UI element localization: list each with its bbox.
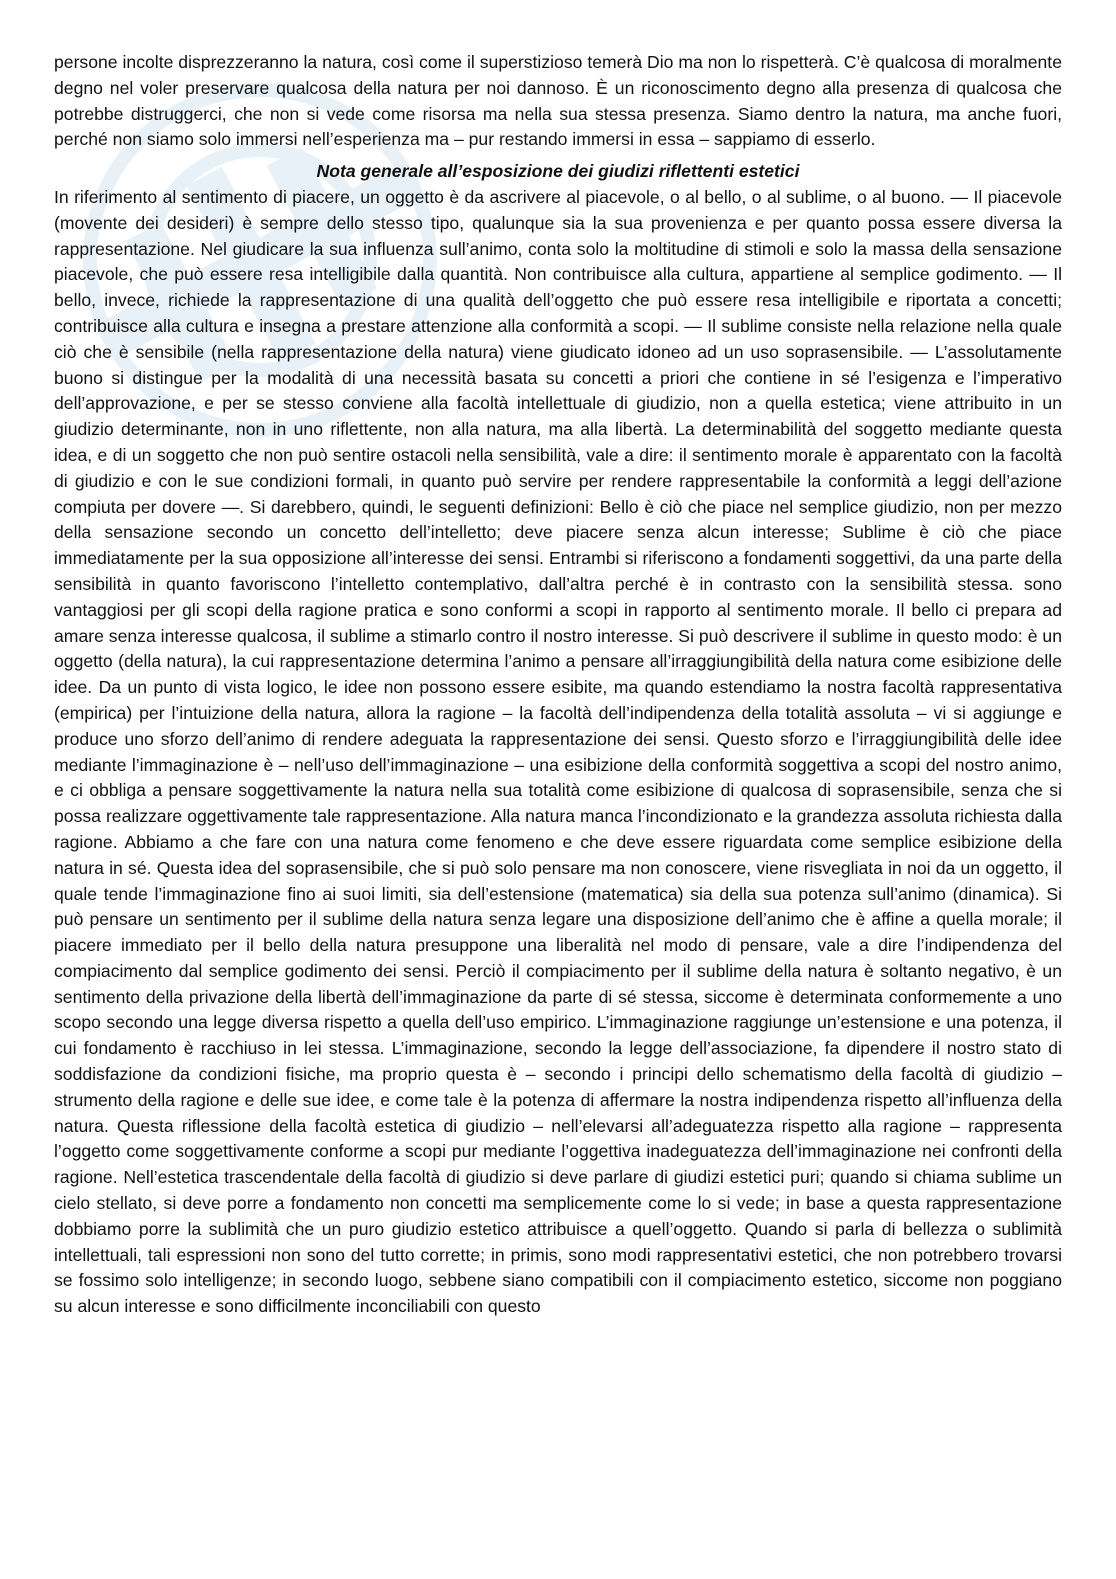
section-heading: Nota generale all’esposizione dei giudizi riflettenti estetici [316,161,800,182]
document-page [54,50,1062,1320]
intro-paragraph: persone incolte disprezzeranno la natura, così come il superstizioso temerà Dio ma non lo rispetterà. C’è qualcosa di moralmente degno nel voler preservare qualcosa della natura per noi dannoso. È un riconoscimento degno alla presenza di qualcosa che potrebbe distruggerci, che non si vede come risorsa ma nella sua stessa presenza. Siamo dentro la natura, ma anche fuori, perché non siamo solo immersi nell’esperienza ma – pur restando immersi in essa – sappiamo di esserlo. [54,52,1062,150]
body-paragraph: In riferimento al sentimento di piacere, un oggetto è da ascrivere al piacevole, o al bello, o al sublime, o al buono. — Il piacevole (movente dei desideri) è sempre dello stesso tipo, qualunque sia la sua provenienza e per quanto possa essere diversa la rappresentazione. Nel giudicare la sua influenza sull’animo, conta solo la moltitudine di stimoli e solo la massa della sensazione piacevole, che può essere resa intelligibile dalla quantità. Non contribuisce alla cultura, appartiene al semplice godimento. — Il bello, invece, richiede la rappresentazione di una qualità dell’oggetto che può essere resa intelligibile e riportata a concetti; contribuisce alla cultura e insegna a prestare attenzione alla conformità a scopi. — Il sublime consiste nella relazione nella quale ciò che è sensibile (nella rappresentazione della natura) viene giudicato idoneo ad un uso soprasensibile. — L’assolutamente buono si distingue per la modalità di una necessità basata su concetti a priori che contiene in sé l’esigenza e l’imperativo dell’approvazione, e per se stesso conviene alla facoltà intellettuale di giudizio, non a quella estetica; viene attribuito in un giudizio determinante, non in uno riflettente, non alla natura, ma alla libertà. La determinabilità del soggetto mediante questa idea, e di un soggetto che non può sentire ostacoli nella sensibilità, vale a dire: il sentimento morale è apparentato con la facoltà di giudizio e con le sue condizioni formali, in quanto può servire per rendere rappresentabile la conformità a leggi dell’azione compiuta per dovere —. Si darebbero, quindi, le seguenti definizioni: Bello è ciò che piace nel semplice giudizio, non per mezzo della sensazione secondo un concetto dell’intelletto; deve piacere senza alcun interesse; Sublime è ciò che piace immediatamente per la sua opposizione all’interesse dei sensi. Entrambi si riferiscono a fondamenti soggettivi, da una parte della sensibilità in quanto favoriscono l’intelletto contemplativo, dall’altra perché è in contrasto con la sensibilità stessa. sono vantaggiosi per gli scopi della ragione pratica e sono conformi a scopi in rapporto al sentimento morale. Il bello ci prepara ad amare senza interesse qualcosa, il sublime a stimarlo contro il nostro interesse. Si può descrivere il sublime in questo modo: è un oggetto (della natura), la cui rappresentazione determina l’animo a pensare all’irraggiungibilità della natura come esibizione delle idee. Da un punto di vista logico, le idee non possono essere esibite, ma quando estendiamo la nostra facoltà rappresentativa (empirica) per l’intuizione della natura, allora la ragione – la facoltà dell’indipendenza della totalità assoluta – vi si aggiunge e produce uno sforzo dell’animo di rendere adeguata la rappresentazione dei sensi. Questo sforzo e l’irraggiungibilità delle idee mediante l’immaginazione è – nell’uso dell’immaginazione – una esibizione della conformità soggettiva a scopi del nostro animo, e ci obbliga a pensare soggettivamente la natura nella sua totalità come esibizione di qualcosa di soprasensibile, senza che si possa realizzare oggettivamente tale rappresentazione. Alla natura manca l’incondizionato e la grandezza assoluta richiesta dalla ragione. Abbiamo a che fare con una natura come fenomeno e che deve essere riguardata come semplice esibizione della natura in sé. Questa idea del soprasensibile, che si può solo pensare ma non conoscere, viene risvegliata in noi da un oggetto, il quale tende l’immaginazione fino ai suoi limiti, sia dell’estensione (matematica) sia della sua potenza sull’animo (dinamica). Si può pensare un sentimento per il sublime della natura senza legare una disposizione dell’animo che è affine a quella morale; il piacere immediato per il bello della natura presuppone una liberalità nel modo di pensare, vale a dire l’indipendenza del compiacimento dal semplice godimento dei sensi. Perciò il compiacimento per il sublime della natura è soltanto negativo, è un sentimento della privazione della libertà dell’immaginazione da parte di sé stessa, siccome è determinata conformemente a uno scopo secondo una legge diversa rispetto a quella dell’uso empirico. L’immaginazione raggiunge un’estensione e una potenza, il cui fondamento è racchiuso in lei stessa. L’immaginazione, secondo la legge dell’associazione, fa dipendere il nostro stato di soddisfazione da condizioni fisiche, ma proprio questa è – secondo i principi dello schematismo della facoltà di giudizio – strumento della ragione e delle sue idee, e come tale è la potenza di affermare la nostra indipendenza rispetto all’influenza della natura. Questa riflessione della facoltà estetica di giudizio – nell’elevarsi all’adeguatezza rispetto alla ragione – rappresenta l’oggetto come soggettivamente conforme a scopi pur mediante l’oggettiva inadeguatezza dell’immaginazione nei confronti della ragione. Nell’estetica trascendentale della facoltà di giudizio si deve parlare di giudizi estetici puri; quando si chiama sublime un cielo stellato, si deve porre a fondamento non concetti ma semplicemente come lo si vede; in base a questa rappresentazione dobbiamo porre la sublimità che un puro giudizio estetico attribuisce a quell’oggetto. Quando si parla di bellezza o sublimità intellettuali, tali espressioni non sono del tutto corrette; in primis, sono modi rappresentativi estetici, che non potrebbero trovarsi se fossimo solo intelligenze; in secondo luogo, sebbene siano compatibili con il compiacimento estetico, siccome non poggiano su alcun interesse e sono difficilmente inconciliabili con questo [54,186,1062,1317]
